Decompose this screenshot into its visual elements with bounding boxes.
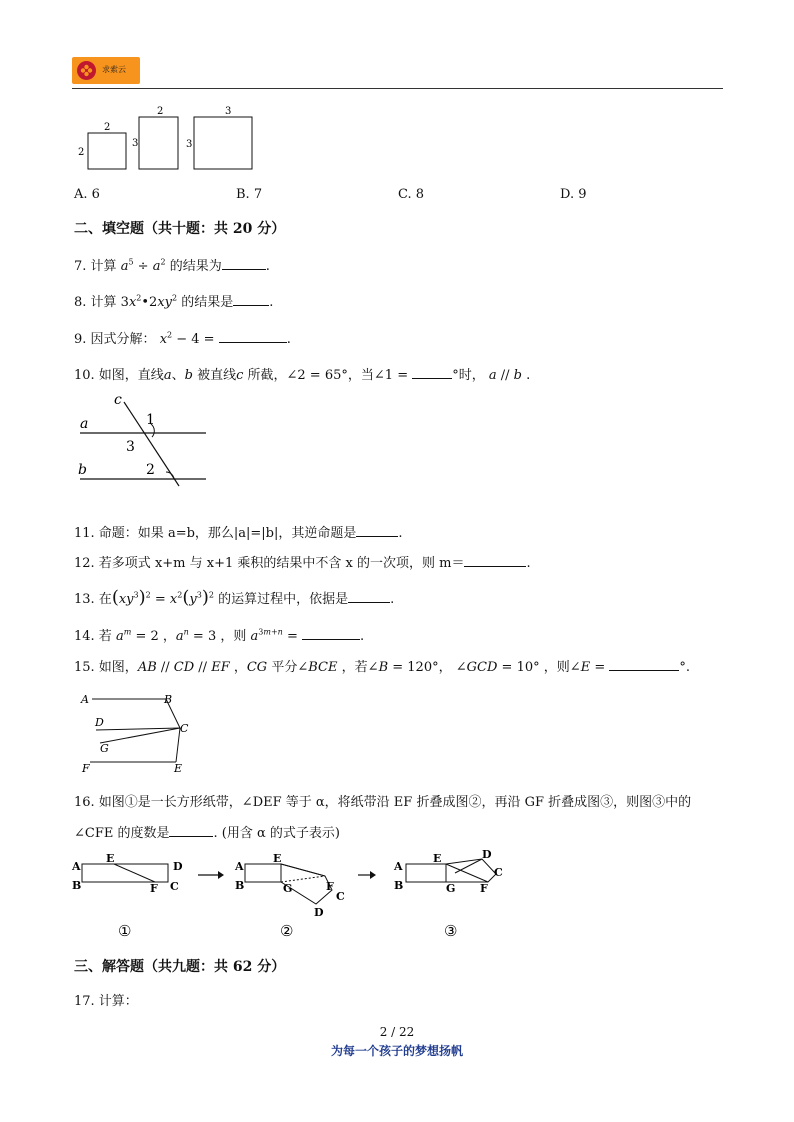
fig2-F: F [326, 880, 334, 893]
point-E-label: E [174, 762, 183, 775]
header-rule [72, 88, 723, 89]
square1-top-label: 2 [104, 122, 111, 133]
fig2-C: C [336, 890, 345, 903]
line-c-label: c [114, 392, 122, 408]
fig1-E: E [106, 852, 115, 865]
fig2-B: B [235, 879, 245, 892]
fig2-E: E [273, 852, 282, 865]
fig3-C: C [494, 866, 503, 879]
question-16-line-1: 16. 如图①是一长方形纸带，∠DEF 等于 α，将纸带沿 EF 折叠成图②，再沿 GF 折叠成图③，则图③中的 [74, 795, 692, 810]
fig3-E: E [433, 852, 442, 865]
fig3-D: D [482, 848, 492, 861]
squares-figure [74, 103, 264, 175]
square1-left-label: 2 [78, 147, 85, 158]
line-b-label: b [78, 462, 87, 478]
point-G-label: G [100, 742, 109, 755]
fig2-G: G [283, 882, 293, 895]
logo-text: 求索云 [102, 65, 126, 74]
fig1-C: C [170, 880, 179, 893]
fig2-D: D [314, 906, 324, 919]
figure-10 [74, 390, 214, 488]
figure-16 [70, 848, 520, 942]
question-8: 8. 计算 $3x^2•2xy^2$ 的结果是 . [74, 293, 274, 310]
question-16-line-2: ∠CFE 的度数是 . (用含 α 的式子表示) [74, 826, 340, 841]
point-A-label: A [81, 693, 89, 706]
square3-top-label: 3 [225, 106, 232, 117]
square2-top-label: 2 [157, 106, 164, 117]
option-a: A. 6 [74, 187, 100, 202]
fig1-D: D [173, 860, 183, 873]
figure-16-caption-3: ③ [444, 922, 458, 940]
angle-3-label: 3 [126, 439, 135, 455]
page-number: 2 / 22 [379, 1025, 415, 1039]
fig3-B: B [394, 879, 404, 892]
question-12: 12. 若多项式 x+m 与 x+1 乘积的结果中不含 x 的一次项，则 m＝ . [74, 556, 531, 571]
question-14: 14. 若 $a^m = 2$ ，$a^n = 3$ ，则 $a^{3m+n}$ = . [74, 627, 365, 644]
figure-15 [78, 688, 198, 776]
question-7: 7. 计算 $a^5 \div a^2$ 的结果为 . [74, 257, 270, 274]
line-a-label: a [80, 416, 89, 432]
angle-1-label: 1 [146, 412, 155, 428]
fig2-A: A [235, 860, 244, 873]
question-13: 13. 在$(xy^3)^2 = x^2(y^3)^2$ 的运算过程中，依据是 . [74, 587, 395, 608]
point-B-label: B [164, 693, 173, 706]
logo [72, 57, 140, 84]
section-2-heading: 二、填空题（共十题：共 20 分） [74, 221, 286, 237]
square3-left-label: 3 [186, 139, 193, 150]
section-3-heading: 三、解答题（共九题：共 62 分） [74, 959, 286, 975]
fig1-A: A [72, 860, 81, 873]
point-D-label: D [95, 716, 104, 729]
figure-16-caption-1: ① [118, 922, 132, 940]
question-11: 11. 命题：如果 a=b，那么|a|=|b|，其逆命题是 . [74, 526, 403, 541]
fig3-G: G [446, 882, 456, 895]
question-10: 10. 如图，直线a、b 被直线c 所截，∠2 = 65°，当∠1 = °时， a // b . [74, 368, 531, 383]
logo-flower-icon [77, 61, 96, 80]
footer-slogan: 为每一个孩子的梦想扬帆 [330, 1044, 463, 1058]
square2-left-label: 3 [132, 138, 139, 149]
option-b: B. 7 [236, 187, 263, 202]
angle-2-label: 2 [146, 462, 155, 478]
option-c: C. 8 [398, 187, 425, 202]
fig3-A: A [394, 860, 403, 873]
point-F-label: F [82, 762, 90, 775]
fig1-F: F [150, 882, 158, 895]
option-d: D. 9 [560, 187, 587, 202]
question-9: 9. 因式分解： $x^2 - 4$ = . [74, 330, 291, 347]
point-C-label: C [180, 722, 189, 735]
question-17: 17. 计算： [74, 994, 138, 1009]
fig3-F: F [480, 882, 488, 895]
figure-16-caption-2: ② [280, 922, 294, 940]
fig1-B: B [72, 879, 82, 892]
question-15: 15. 如图，AB // CD // EF ，CG 平分∠BCE ，若∠B = 120°， ∠GCD = 10° ，则∠E = °. [74, 660, 690, 675]
